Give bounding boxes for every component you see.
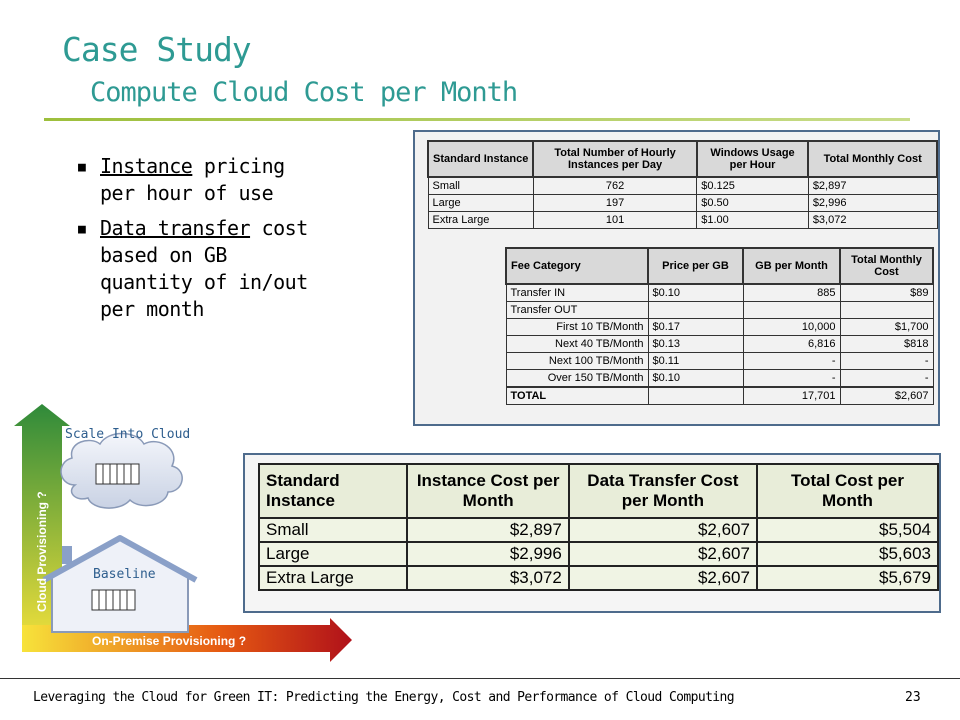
- table-cell: 10,000: [743, 319, 840, 336]
- column-header: Data Transfer Cost per Month: [569, 464, 757, 518]
- title-divider: [44, 118, 910, 121]
- table-cell: $5,679: [757, 566, 938, 590]
- table-row: [506, 353, 933, 370]
- table-row: [506, 336, 933, 353]
- table-cell: $2,996: [407, 542, 568, 566]
- column-header: Total Monthly Cost: [840, 248, 933, 284]
- baseline-label: Baseline: [93, 567, 156, 582]
- table-cell: [743, 302, 840, 319]
- table-cell: $3,072: [407, 566, 568, 590]
- table-header-row: [259, 464, 938, 518]
- column-header: Windows Usage per Hour: [697, 141, 809, 177]
- table-cell: $0.13: [648, 336, 743, 353]
- table-cell: $2,996: [808, 195, 937, 212]
- table-row: [506, 284, 933, 302]
- column-header: Standard Instance: [428, 141, 533, 177]
- footer-divider: [0, 678, 960, 679]
- table-cell: $0.11: [648, 353, 743, 370]
- table-cell: Small: [259, 518, 407, 542]
- table-total-row: [506, 387, 933, 405]
- table-cell: -: [743, 370, 840, 388]
- table-header-row: [428, 141, 937, 177]
- table-row: [428, 195, 937, 212]
- square-bullet-icon: ■: [78, 160, 86, 175]
- column-header: Total Monthly Cost: [808, 141, 937, 177]
- table-row: [506, 370, 933, 388]
- column-header: GB per Month: [743, 248, 840, 284]
- table-cell: $2,607: [840, 387, 933, 405]
- table-cell: $0.125: [697, 177, 809, 195]
- square-bullet-icon: ■: [78, 222, 86, 237]
- table-cell: $1,700: [840, 319, 933, 336]
- column-header: Price per GB: [648, 248, 743, 284]
- bullet-rest: pricing per hour of use: [100, 154, 285, 205]
- table-cell: Transfer IN: [506, 284, 648, 302]
- footer-text: Leveraging the Cloud for Green IT: Predicting the Energy, Cost and Performance of Cloud Computing: [33, 690, 734, 705]
- bullet-item: [78, 215, 318, 323]
- table-cell: $1.00: [697, 212, 809, 229]
- table-cell: First 10 TB/Month: [506, 319, 648, 336]
- table-cell: $2,897: [407, 518, 568, 542]
- cloud-label: Scale Into Cloud: [65, 427, 191, 442]
- table-cell: 885: [743, 284, 840, 302]
- table-cell: 6,816: [743, 336, 840, 353]
- datacenter-house-icon: [52, 540, 188, 632]
- table-cell: [840, 302, 933, 319]
- table-row: [506, 302, 933, 319]
- table-row: [428, 212, 937, 229]
- table-cell: 17,701: [743, 387, 840, 405]
- table-cell: $0.17: [648, 319, 743, 336]
- table-cell: 197: [533, 195, 696, 212]
- column-header: Standard Instance: [259, 464, 407, 518]
- column-header: Fee Category: [506, 248, 648, 284]
- data-transfer-pricing-table: [505, 247, 934, 405]
- bullet-lead: Data transfer: [100, 216, 251, 240]
- table-cell: [648, 387, 743, 405]
- bullet-list: [78, 153, 318, 331]
- table-cell: $818: [840, 336, 933, 353]
- bullet-lead: Instance: [100, 154, 193, 178]
- table-row: [259, 566, 938, 590]
- table-cell: Small: [428, 177, 533, 195]
- table-cell: Large: [259, 542, 407, 566]
- provisioning-diagram: [0, 400, 360, 670]
- instance-pricing-table: [427, 140, 938, 229]
- table-cell: $2,607: [569, 542, 757, 566]
- bullet-item: [78, 153, 318, 207]
- table-cell: $5,603: [757, 542, 938, 566]
- table-cell: Transfer OUT: [506, 302, 648, 319]
- table-cell: $3,072: [808, 212, 937, 229]
- table-cell: 101: [533, 212, 696, 229]
- table-cell: -: [840, 370, 933, 388]
- table-cell: Extra Large: [259, 566, 407, 590]
- table-row: [506, 319, 933, 336]
- table-row: [259, 542, 938, 566]
- table-cell: Over 150 TB/Month: [506, 370, 648, 388]
- table-cell: Large: [428, 195, 533, 212]
- column-header: Total Number of Hourly Instances per Day: [533, 141, 696, 177]
- table-cell: Next 40 TB/Month: [506, 336, 648, 353]
- monthly-cost-summary-table: [258, 463, 939, 591]
- table-cell: Next 100 TB/Month: [506, 353, 648, 370]
- bullet-text: [100, 153, 318, 207]
- table-cell: $5,504: [757, 518, 938, 542]
- table-header-row: [506, 248, 933, 284]
- table-cell: [648, 302, 743, 319]
- table-row: [259, 518, 938, 542]
- y-axis-label: Cloud Provisioning ?: [35, 491, 49, 612]
- slide-subtitle: Compute Cloud Cost per Month: [90, 77, 518, 108]
- column-header: Total Cost per Month: [757, 464, 938, 518]
- table-cell: -: [743, 353, 840, 370]
- table-cell: $0.10: [648, 284, 743, 302]
- table-cell: $0.50: [697, 195, 809, 212]
- bullet-rest: cost based on GB quantity of in/out per month: [100, 216, 308, 321]
- x-axis-label: On-Premise Provisioning ?: [92, 634, 247, 648]
- table-cell: $2,607: [569, 518, 757, 542]
- baseline-server-rack-icon: [92, 590, 135, 610]
- table-cell: $0.10: [648, 370, 743, 388]
- slide-title: Case Study: [62, 30, 251, 69]
- cloud-server-rack-icon: [96, 464, 139, 484]
- table-row: [428, 177, 937, 195]
- pricing-tables-panel: [413, 130, 940, 426]
- table-cell: $2,897: [808, 177, 937, 195]
- table-cell: $2,607: [569, 566, 757, 590]
- bullet-text: [100, 215, 318, 323]
- table-cell: Extra Large: [428, 212, 533, 229]
- chimney-icon: [62, 546, 72, 564]
- table-cell: -: [840, 353, 933, 370]
- table-cell: 762: [533, 177, 696, 195]
- column-header: Instance Cost per Month: [407, 464, 568, 518]
- page-number: 23: [905, 690, 921, 705]
- table-cell: TOTAL: [506, 387, 648, 405]
- table-cell: $89: [840, 284, 933, 302]
